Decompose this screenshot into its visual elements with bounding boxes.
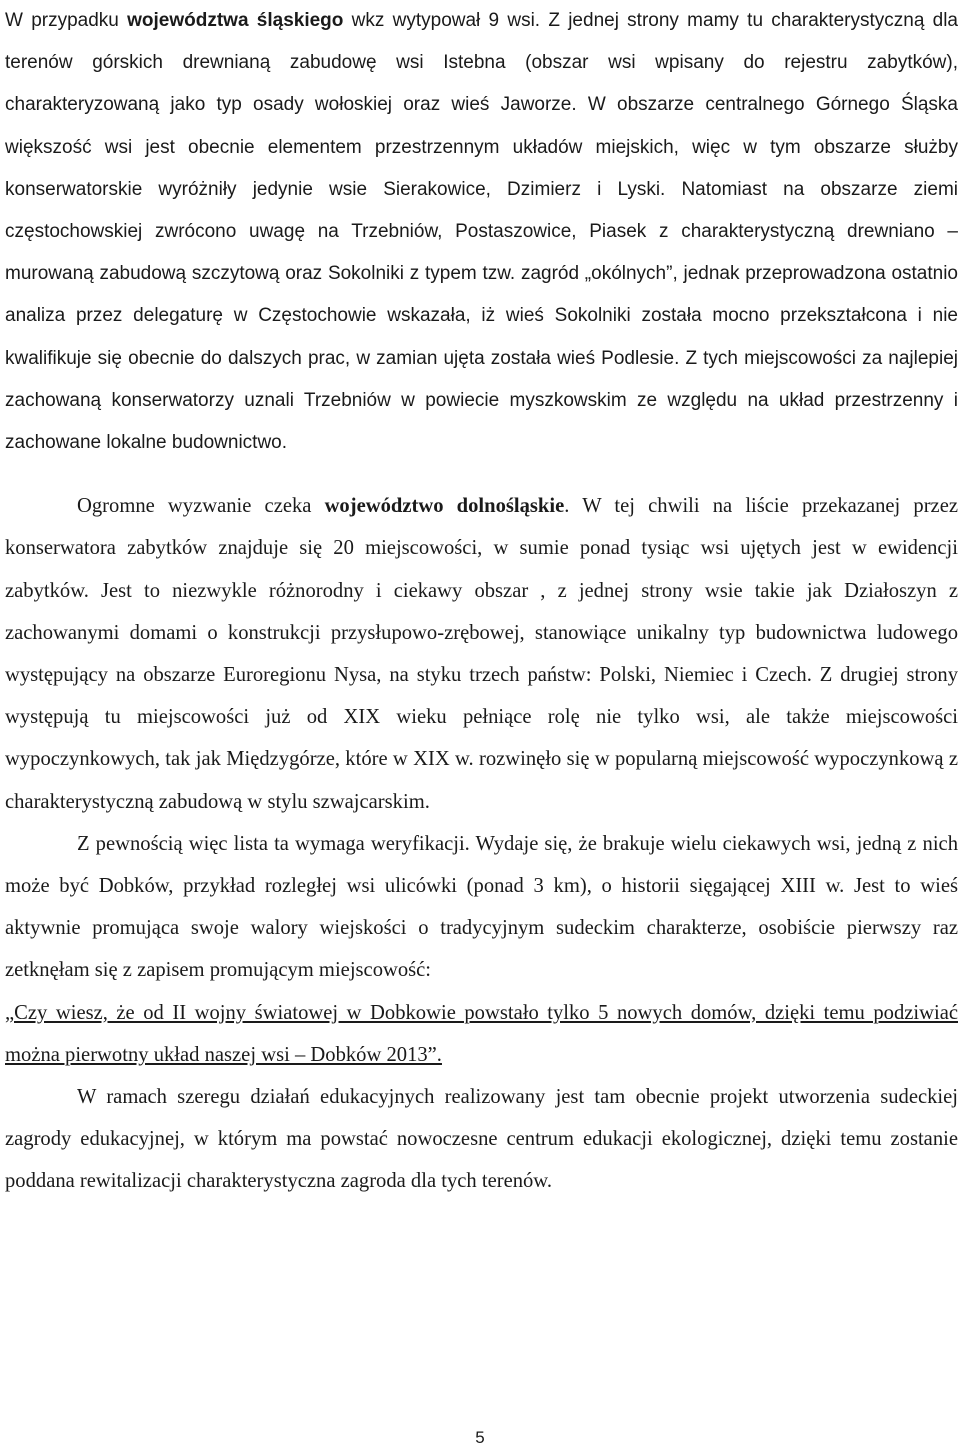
quote-text: „Czy wiesz, że od II wojny światowej w Dobkowie powstało tylko 5 nowych domów, dzięki temu podziwiać można pierwotny układ naszej wsi – Dobków 2013”. [5, 1001, 958, 1066]
quote-dobkow [5, 992, 958, 1076]
paragraph-text: . W tej chwili na liście przekazanej przez konserwatora zabytków znajduje się 20 miejscowości, w sumie ponad tysiąc wsi ujętych jest w ewidencji zabytków. Jest to niezwykle różnorodny i ciekawy obszar , z jednej strony wsie takie jak Działoszyn z zachowanymi domami o konstrukcji przysłupowo-zrębowej, stanowiące unikalny typ budownictwa ludowego występujący na obszarze Euroregionu Nysa, na styku trzech państw: Polski, Niemiec i Czech. Z drugiej strony występują tu miejscowości już od XIX wieku pełniące rolę nie tylko wsi, ale także miejscowości wypoczynkowych, tak jak Międzygórze, które w XIX w. rozwinęło się w popularną miejscowość wypoczynkową z charakterystyczną zabudową w stylu szwajcarskim. [5, 495, 958, 813]
paragraph-text: Ogromne wyzwanie czeka [77, 495, 325, 518]
paragraph-educational-project [5, 1076, 958, 1203]
paragraph-text: W ramach szeregu działań edukacyjnych realizowany jest tam obecnie projekt utworzenia sudeckiej zagrody edukacyjnej, w którym ma powstać nowoczesne centrum edukacji ekologicznej, dzięki temu zostanie poddana rewitalizacji charakterystyczna zagroda dla tych terenów. [5, 1086, 958, 1193]
paragraph-silesian-voivodeship [5, 0, 958, 464]
bold-voivodeship-name: województwo dolnośląskie [324, 495, 565, 518]
paragraph-text: Z pewnością więc lista ta wymaga weryfikacji. Wydaje się, że brakuje wielu ciekawych wsi, jedną z nich może być Dobków, przykład rozległej wsi ulicówki (ponad 3 km), o historii sięgającej XIII w. Jest to wieś aktywnie promująca swoje walory wiejskości o tradycyjnym sudeckim charakterze, osobiście pierwszy raz zetknęłam się z zapisem promującym miejscowość: [5, 832, 958, 982]
page-number: 5 [475, 1428, 485, 1447]
paragraph-verification [5, 823, 958, 992]
paragraph-text: W przypadku [5, 10, 128, 31]
paragraph-lower-silesian-voivodeship [5, 485, 958, 823]
document-page [5, 0, 958, 1203]
paragraph-text: wkz wytypował 9 wsi. Z jednej strony mamy tu charakterystyczną dla terenów górskich drewnianą zabudowę wsi Istebna (obszar wsi wpisany do rejestru zabytków), charakteryzowaną jako typ osady wołoskiej oraz wieś Jaworze. W obszarze centralnego Górnego Śląska większość wsi jest obecnie elementem przestrzennym układów miejskich, więc w tym obszarze służby konserwatorskie wyróżniły jedynie wsie Sierakowice, Dzimierz i Lyski. Natomiast na obszarze ziemi częstochowskiej zwrócono uwagę na Trzebniów, Postaszowice, Piasek z charakterystyczną drewniano – murowaną zabudową szczytową oraz Sokolniki z typem tzw. zagród „okólnych”, jednak przeprowadzona ostatnio analiza przez delegaturę w Częstochowie wskazała, iż wieś Sokolniki została mocno przekształcona i nie kwalifikuje się obecnie do dalszych prac, w zamian ujęta została wieś Podlesie. Z tych miejscowości za najlepiej zachowaną konserwatorzy uznali Trzebniów w powiecie myszkowskim ze względu na układ przestrzenny i zachowane lokalne budownictwo. [5, 10, 959, 454]
bold-voivodeship-name: województwa śląskiego [127, 10, 344, 31]
